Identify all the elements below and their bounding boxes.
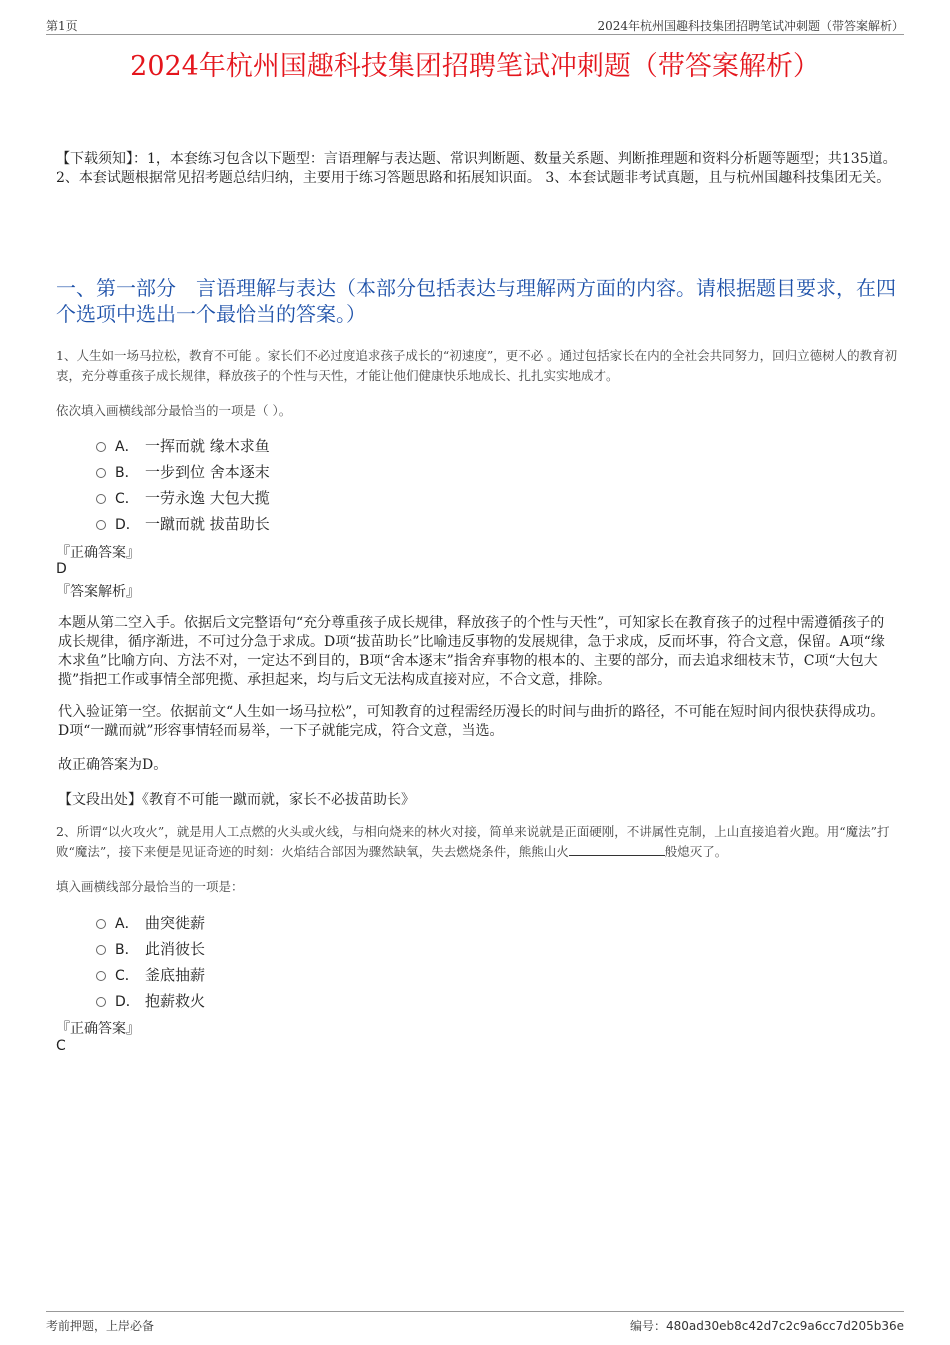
section-title: 一、第一部分 言语理解与表达（本部分包括表达与理解两方面的内容。请根据题目要求，在四个选项中选出一个最恰当的答案。） (56, 276, 896, 326)
radio-icon[interactable] (96, 945, 106, 955)
option-a[interactable]: A． 一挥而就 缘木求鱼 (96, 433, 270, 459)
analysis-conclusion: 故正确答案为D。 (58, 757, 168, 773)
radio-icon[interactable] (96, 919, 106, 929)
answer-label: 『正确答案』 (56, 545, 140, 561)
answer-value: D (56, 561, 67, 577)
analysis-label: 『答案解析』 (56, 584, 140, 600)
option-b[interactable]: B． 此消彼长 (96, 936, 205, 962)
footer-code: 编号：480ad30eb8c42d7c2c9a6cc7d205b36e (630, 1319, 904, 1333)
download-notice: 【下载须知】：1，本套练习包含以下题型：言语理解与表达题、常识判断题、数量关系题、判断推理题和资料分析题等题型；共135道。 2、本套试题根据常见招考题总结归纳，主要用于练习答题思路和拓展知识面。 3、本套试题非考试真题，且与杭州国趣科技集团无关。 (56, 151, 897, 186)
footer-slogan: 考前押题，上岸必备 (46, 1319, 155, 1333)
header-doc-title: 2024年杭州国趣科技集团招聘笔试冲刺题（带答案解析） (597, 19, 904, 33)
option-b[interactable]: B． 一步到位 舍本逐末 (96, 459, 270, 485)
radio-icon[interactable] (96, 520, 106, 530)
option-d[interactable]: D． 抱薪救火 (96, 988, 205, 1014)
question-2-options (96, 910, 205, 1014)
page-footer (46, 1311, 904, 1334)
question-1-text: 1、人生如一场马拉松，教育不可能 。家长们不必过度追求孩子成长的“初速度”，更不必 。通过包括家长在内的全社会共同努力，回归立德树人的教育初衷，充分尊重孩子成长规律，释放孩子的个性与天性，才能让他们健康快乐地成长、扎扎实实地成才。 (56, 348, 898, 383)
radio-icon[interactable] (96, 971, 106, 981)
option-d[interactable]: D． 一蹴而就 拔苗助长 (96, 511, 270, 537)
option-c[interactable]: C． 釜底抽薪 (96, 962, 205, 988)
radio-icon[interactable] (96, 468, 106, 478)
radio-icon[interactable] (96, 494, 106, 504)
question-2-text: 2、所谓“以火攻火”，就是用人工点燃的火头或火线，与相向烧来的林火对接，简单来说就是正面硬刚，不讲属性克制，上山直接追着火跑。用“魔法”打败“魔法”，接下来便是见证奇迹的时刻：火焰结合部因为骤然缺氧，失去燃烧条件，熊熊山火 般熄灭了。 (56, 824, 890, 859)
passage-source: 【文段出处】《教育不可能一蹴而就，家长不必拔苗助长》 (58, 792, 415, 808)
option-c[interactable]: C． 一劳永逸 大包大揽 (96, 485, 270, 511)
analysis-paragraph-2: 代入验证第一空。依据前文“人生如一场马拉松”，可知教育的过程需经历漫长的时间与曲折的路径，不可能在短时间内很快获得成功。D项“一蹴而就”形容事情轻而易举，一下子就能完成，符合文意，当选。 (58, 704, 885, 739)
option-a[interactable]: A． 曲突徙薪 (96, 910, 205, 936)
answer-value: C (56, 1038, 66, 1054)
radio-icon[interactable] (96, 997, 106, 1007)
question-1-prompt: 依次填入画横线部分最恰当的一项是（ ）。 (56, 403, 292, 418)
page-number: 第1页 (46, 19, 78, 33)
page-header (46, 14, 904, 35)
question-2-prompt: 填入画横线部分最恰当的一项是： (56, 879, 244, 894)
answer-label: 『正确答案』 (56, 1021, 140, 1037)
radio-icon[interactable] (96, 442, 106, 452)
fill-blank (569, 843, 665, 856)
analysis-paragraph-1: 本题从第二空入手。依据后文完整语句“充分尊重孩子成长规律，释放孩子的个性与天性”，可知家长在教育孩子的过程中需遵循孩子的成长规律，循序渐进，不可过分急于求成。D项“拔苗助长”比喻违反事物的发展规律，急于求成，反而坏事，符合文意，保留。A项“缘木求鱼”比喻方向、方法不对，一定达不到目的，B项“舍本逐末”指舍弃事物的根本的、主要的部分，而去追求细枝末节，C项“大包大揽”指把工作或事情全部兜揽、承担起来，均与后文无法构成直接对应，不合文意，排除。 (58, 615, 885, 688)
page-title: 2024年杭州国趣科技集团招聘笔试冲刺题（带答案解析） (130, 51, 820, 82)
question-1-options (96, 433, 270, 537)
